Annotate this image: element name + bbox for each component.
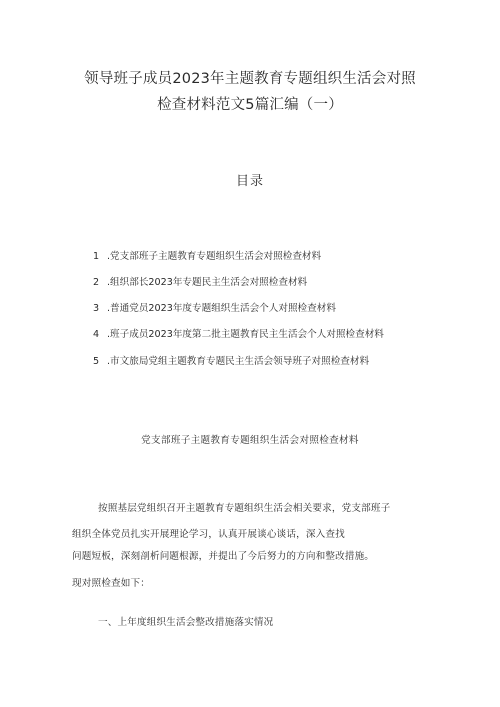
- section-title: 党支部班子主题教育专题组织生活会对照检查材料: [141, 435, 359, 446]
- toc-item-number: 1: [93, 251, 100, 262]
- toc-item-text: .市文旅局党组主题教育专题民主生活会领导班子对照检查材料: [107, 356, 370, 367]
- body-paragraph-line-4: 现对照检查如下：: [72, 578, 150, 589]
- toc-item[interactable]: [93, 248, 321, 262]
- toc-item-number: 2: [93, 277, 100, 288]
- document-title-line-1: 领导班子成员2023年主题教育专题组织生活会对照: [84, 71, 416, 87]
- toc-item[interactable]: [93, 326, 384, 340]
- toc-item[interactable]: [93, 274, 307, 288]
- toc-item-text: .组织部长2023年专题民主生活会对照检查材料: [107, 277, 308, 288]
- body-paragraph-line-2: 组织全体党员扎实开展理论学习，认真开展谈心谈话，深入查找: [72, 529, 345, 540]
- body-paragraph-line-3: 问题短板，深刻剖析问题根源，并提出了今后努力的方向和整改措施。: [72, 551, 375, 562]
- toc-item[interactable]: [93, 353, 369, 367]
- toc-item-text: .班子成员2023年度第二批主题教育民主生活会个人对照检查材料: [107, 329, 384, 340]
- toc-heading: 目录: [235, 174, 264, 189]
- toc-item-text: .党支部班子主题教育专题组织生活会对照检查材料: [107, 251, 322, 262]
- toc-item-text: .普通党员2023年度专题组织生活会个人对照检查材料: [107, 303, 336, 314]
- body-paragraph-line-1: 按照基层党组织召开主题教育专题组织生活会相关要求，党支部班子: [98, 503, 391, 514]
- toc-item[interactable]: [93, 300, 336, 314]
- document-title-line-2: 检查材料范文5篇汇编（一）: [157, 97, 343, 113]
- toc-item-number: 5: [93, 356, 100, 367]
- toc-item-number: 4: [93, 329, 100, 340]
- toc-item-number: 3: [93, 303, 100, 314]
- section-heading-1: 一、上年度组织生活会整改措施落实情况: [98, 617, 274, 628]
